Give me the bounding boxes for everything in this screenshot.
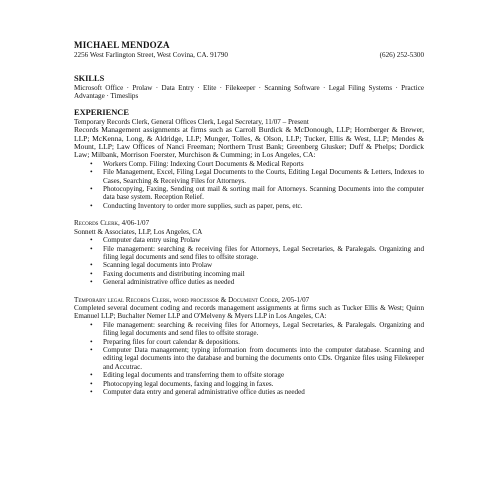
resume-page	[74, 40, 424, 396]
job1-intro: Records Management assignments at firms such as Carroll Burdick & McDonough, LLP; Hornberger & Brewer, LLP; McKenna, Long, & Aldridge, LLP; Munger, Tolles, & Olson, LLP; Tucker, Ellis & West, LLP; Mendes & Mount, LLP; Law Offices of Nanci Freeman; Northern Trust Bank; Greenberg Glusker; Duff & Phelps; Dordick Law; Milbank, Morrison Foerster, Murchison & Cumming; in Los Angeles, CA:	[74, 125, 424, 160]
applicant-name: MICHAEL MENDOZA	[74, 40, 170, 50]
list-item: • File Management, Excel, Filing Legal Documents to the Courts, Editing Legal Documents & Letters, Indexes to Cases, Searching & Receiving Files for Attorneys.	[103, 168, 424, 185]
job2-company: Sonnett & Associates, LLP, Los Angeles, CA	[74, 227, 203, 236]
job3-title: Temporary legal Records Clerk, word processor & Document Coder, 2/05-1/07	[74, 295, 310, 304]
list-item: • Photocopying legal documents, faxing and logging in faxes.	[103, 380, 424, 388]
contact-line	[74, 51, 424, 60]
list-item: • Computer data entry and general administrative office duties as needed	[103, 388, 424, 396]
list-item: • Faxing documents and distributing incoming mail	[103, 270, 424, 278]
list-item: • Scanning legal documents into Prolaw	[103, 261, 424, 269]
list-item: • Photocopying, Faxing, Sending out mail & sorting mail for Attorneys. Scanning Documents into the computer data base system. Reception Relief.	[103, 185, 424, 202]
job3-intro: Completed several document coding and records management assignments at firms such as Tucker Ellis & West; Quinn Emanuel LLP; Buchalter Nemer LLP and O'Melveny & Myers LLP in Los Angeles, CA:	[74, 303, 424, 321]
skills-text: Microsoft Office · Prolaw · Data Entry · Elite · Filekeeper · Scanning Software · Legal Filing Systems · Practice Advantage · Timeslips	[74, 84, 424, 101]
job2-duties	[74, 236, 424, 286]
list-item: • File management: searching & receiving files for Attorneys, Legal Secretaries, & Paralegals. Organizing and filing legal documents and send files to offsite storage.	[103, 245, 424, 262]
job1-title: Temporary Records Clerk, General Offices Clerk, Legal Secretary, 11/07 – Present	[74, 117, 309, 126]
list-item: • Workers Comp. Filing: Indexing Court Documents & Medical Reports	[103, 160, 424, 168]
list-item: • File management: searching & receiving files for Attorneys, Legal Secretaries, & Paralegals. Organizing and filing legal documents and send files to offsite storage.	[103, 321, 424, 338]
list-item: • Computer Data management; typing information from documents into the computer database. Scanning and editing legal documents into the database and burning the documents onto CDs. Organize files using Filekeeper and Accutrac.	[103, 346, 424, 371]
job1-duties	[74, 160, 424, 210]
list-item: • Preparing files for court calendar & depositions.	[103, 338, 424, 346]
job3-duties	[74, 321, 424, 397]
list-item: • Conducting Inventory to order more supplies, such as paper, pens, etc.	[103, 202, 424, 210]
experience-heading: EXPERIENCE	[74, 107, 129, 117]
list-item: • Computer data entry using Prolaw	[103, 236, 424, 244]
skills-heading: SKILLS	[74, 74, 105, 83]
list-item: • General administrative office duties as needed	[103, 278, 424, 286]
list-item: • Editing legal documents and transferring them to offsite storage	[103, 371, 424, 379]
address: 2256 West Farlington Street, West Covina, CA. 91790	[74, 51, 228, 59]
job2-title: Records Clerk, 4/06-1/07	[74, 219, 150, 228]
phone: (626) 252-5300	[379, 51, 424, 59]
